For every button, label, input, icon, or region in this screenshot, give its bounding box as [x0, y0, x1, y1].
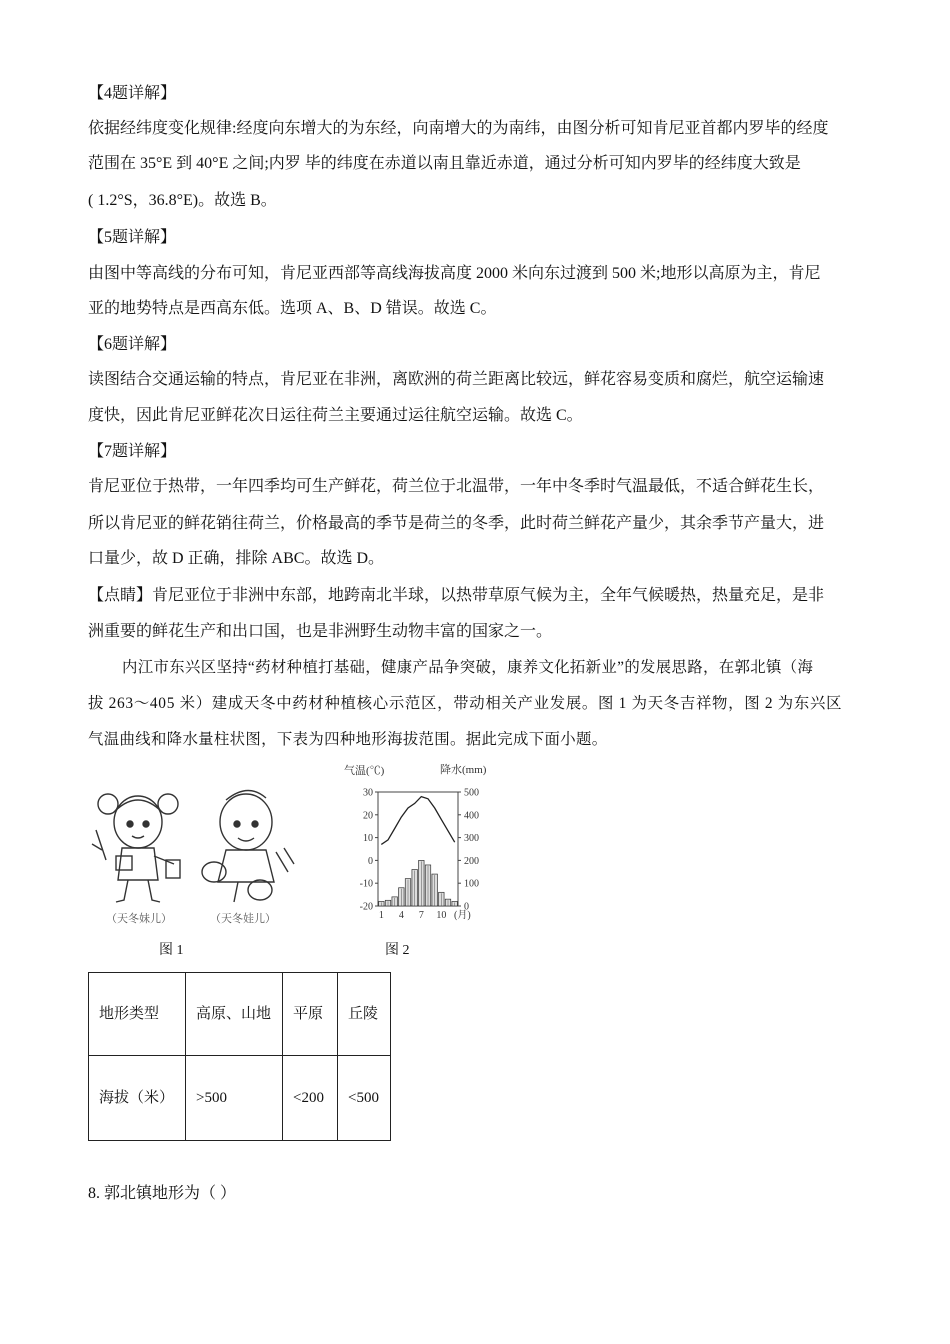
table-header-cell: 丘陵	[338, 973, 391, 1056]
precipitation-tick-label: 0	[464, 901, 469, 913]
temperature-tick-label: 30	[363, 787, 373, 799]
temperature-axis-label: 气温(℃)	[344, 765, 385, 777]
precipitation-tick-label: 400	[464, 810, 479, 822]
table-row	[89, 1056, 391, 1141]
plot-frame	[378, 792, 458, 906]
table-cell: >500	[186, 1056, 283, 1141]
table-header-cell: 平原	[283, 973, 338, 1056]
table-header-cell: 高原、山地	[186, 973, 283, 1056]
mascot-girl-label: （天冬妹儿）	[106, 913, 172, 925]
paragraph-line: 由图中等高线的分布可知，肯尼亚西部等高线海拔高度 2000 米向东过渡到 500 米;地形以高原为主，肯尼	[88, 265, 821, 282]
table-row-label: 海拔（米）	[89, 1056, 186, 1141]
section-heading-q7: 【7题详解】	[88, 443, 177, 460]
mascot-figure	[88, 760, 303, 932]
comment-heading: 【点睛】肯尼亚位于非洲中东部，地跨南北半球，以热带草原气候为主，全年气候暖热，热量充足，是非	[88, 587, 825, 604]
month-tick-label: 1	[378, 910, 384, 921]
temperature-tick-label: 0	[368, 855, 373, 867]
paragraph-line: 范围在 35°E 到 40°E 之间;内罗 毕的纬度在赤道以南且靠近赤道，通过分析可知内罗毕的经纬度大致是	[88, 155, 801, 172]
mascot-boy-illustration	[202, 790, 294, 902]
question-8: 8. 郭北镇地形为（ ）	[88, 1185, 237, 1202]
month-tick-label: 7	[418, 910, 424, 921]
paragraph-line: 依据经纬度变化规律:经度向东增大的为东经，向南增大的为南纬，由图分析可知肯尼亚首都内罗毕的经度	[88, 120, 829, 137]
figure1-caption: 图 1	[159, 943, 184, 958]
temperature-tick-label: 10	[363, 833, 373, 845]
intro-line: 气温曲线和降水量柱状图，下表为四种地形海拔范围。据此完成下面小题。	[88, 731, 608, 748]
climate-chart	[338, 760, 518, 932]
section-heading-q5: 【5题详解】	[88, 229, 177, 246]
precipitation-tick-label: 300	[464, 833, 479, 845]
table-row	[89, 973, 391, 1056]
table-cell: <500	[338, 1056, 391, 1141]
terrain-elevation-table	[88, 972, 391, 1141]
temperature-tick-label: -10	[359, 878, 373, 890]
paragraph-line: 肯尼亚位于热带，一年四季均可生产鲜花，荷兰位于北温带，一年中冬季时气温最低，不适合鲜花生长，	[88, 478, 825, 495]
paragraph-line: 读图结合交通运输的特点，肯尼亚在非洲，离欧洲的荷兰距离比较远，鲜花容易变质和腐烂，航空运输速	[88, 371, 825, 388]
paragraph-line: 所以肯尼亚的鲜花销往荷兰，价格最高的季节是荷兰的冬季，此时荷兰鲜花产量少，其余季节产量大，进	[88, 515, 825, 532]
paragraph-line: 口量少，故 D 正确，排除 ABC。故选 D。	[88, 550, 385, 567]
table-header-cell: 地形类型	[89, 973, 186, 1056]
month-unit-label: (月)	[454, 910, 471, 921]
paragraph-line: 洲重要的鲜花生产和出口国，也是非洲野生动物丰富的国家之一。	[88, 623, 553, 640]
precipitation-tick-label: 500	[464, 787, 479, 799]
intro-line: 内江市东兴区坚持“药材种植打基础，健康产品争突破，康养文化拓新业”的发展思路，在郭北镇（海	[122, 659, 814, 676]
precipitation-tick-label: 100	[464, 878, 479, 890]
temperature-line	[381, 797, 454, 845]
mascot-girl-illustration	[92, 794, 180, 902]
table-cell: <200	[283, 1056, 338, 1141]
temperature-tick-label: 20	[363, 810, 373, 822]
mascot-boy-label: （天冬娃儿）	[210, 913, 276, 925]
paragraph-line: 度快，因此肯尼亚鲜花次日运往荷兰主要通过运往航空运输。故选 C。	[88, 407, 583, 424]
section-heading-q6: 【6题详解】	[88, 336, 177, 353]
temperature-tick-label: -20	[359, 901, 373, 913]
precipitation-tick-label: 200	[464, 855, 479, 867]
intro-line: 拔 263～405 米）建成天冬中药材种植核心示范区，带动相关产业发展。图 1 为天冬吉祥物，图 2 为东兴区	[88, 695, 843, 712]
paragraph-line: 亚的地势特点是西高东低。选项 A、B、D 错误。故选 C。	[88, 300, 497, 317]
precipitation-axis-label: 降水(mm)	[440, 764, 487, 776]
month-tick-label: 4	[398, 910, 404, 921]
month-tick-label: 10	[436, 910, 447, 921]
section-heading-q4: 【4题详解】	[88, 85, 177, 102]
paragraph-line: ( 1.2°S，36.8°E)。故选 B。	[88, 192, 277, 209]
figure2-caption: 图 2	[385, 943, 410, 958]
